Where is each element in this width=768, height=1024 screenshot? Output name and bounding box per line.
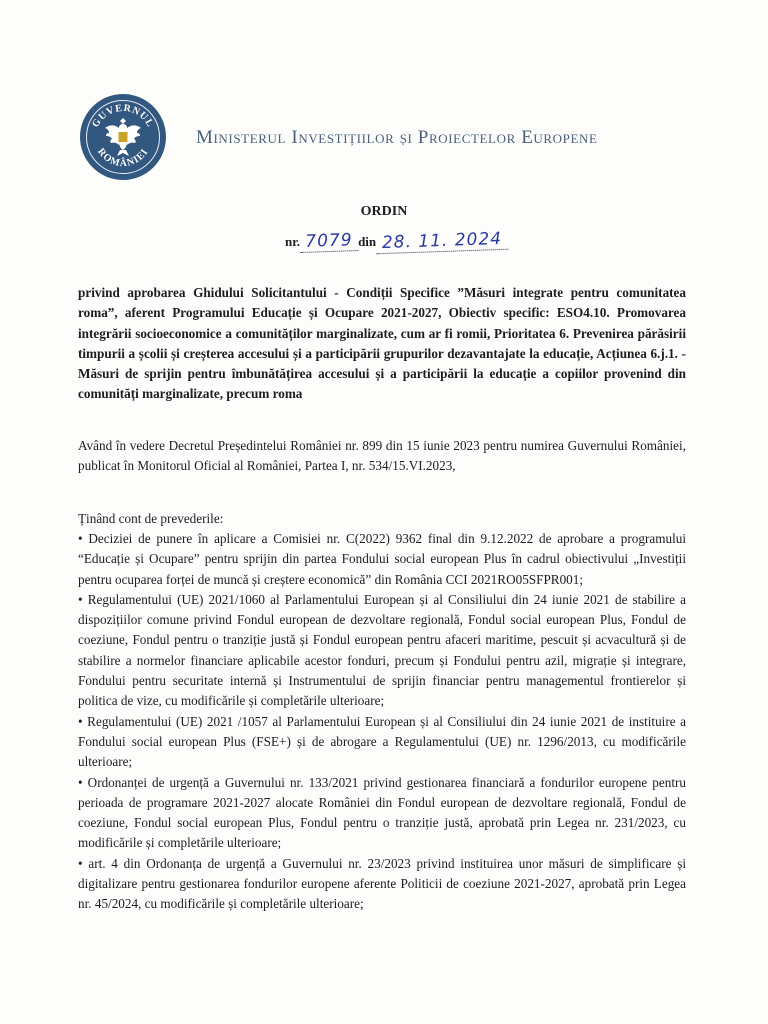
government-seal-icon (80, 94, 166, 180)
ministry-name: Ministerul Investițiilor și Proiectelor Europene (196, 127, 598, 148)
order-number-handwritten: 7079 (300, 230, 359, 253)
number-prefix: nr. (285, 234, 301, 249)
eagle-crest-icon (80, 94, 166, 180)
provisions-intro: Ținând cont de prevederile: (78, 511, 224, 526)
order-subject: privind aprobarea Ghidului Solicitantului - Condiții Specifice ”Măsuri integrate pentru comunitatea roma”, aferent Programului Educație și Ocupare 2021-2027, Obiectiv specific: ESO4.10. Promovarea integrării socioeconomice a comunităților marginalizate, cum ar fi romii, Prioritatea 6. Prevenirea părăsirii timpurii a școlii și creșterea accesului și a participării grupurilor dezavantajate la educație, Acțiunea 6.j.1. - Măsuri de sprijin pentru îmbunătățirea accesului și a participării la educație a copiilor provenind din comunități marginalizate, precum roma (78, 285, 686, 402)
seal-text-top: GUVERNUL (90, 102, 156, 130)
considering-paragraph: Având în vedere Decretul Președintelui României nr. 899 din 15 iunie 2023 pentru numirea Guvernului României, publicat în Monitorul Oficial al României, Partea I, nr. 534/15.VI.2023, (78, 438, 686, 474)
list-item: • Ordonanței de urgență a Guvernului nr. 133/2021 privind gestionarea financiară a fondurilor europene pentru perioada de programare 2021-2027 alocate României din Fondul european de dezvoltare regională, Fondul de coeziune, Fondul social european Plus, Fondul pentru o tranziție justă, aprobată prin Legea nr. 231/2023, cu modificările și completările ulterioare; (78, 774, 686, 851)
order-number-line (285, 228, 508, 254)
list-item: • Deciziei de punere în aplicare a Comisiei nr. C(2022) 9362 final din 9.12.2022 de aprobare a programului “Educație și Ocupare” pentru sprijin din partea Fondului social european Plus în cadrul obiectivului „Investiții pentru ocuparea forței de muncă și creștere economică” din România CCI 2021RO05SFPR001; (78, 531, 686, 587)
list-item: • art. 4 din Ordonanța de urgență a Guvernului nr. 23/2023 privind instituirea unor măsuri de simplificare și digitalizare pentru gestionarea fondurilor europene aferente Politicii de coeziune 2021-2027, aprobată prin Legea nr. 45/2024, cu modificările și completările ulterioare; (78, 855, 686, 912)
order-date-handwritten: 28. 11. 2024 (376, 229, 509, 255)
seal-text-bottom: ROMÂNIEI (95, 146, 151, 170)
document-title: ORDIN (360, 204, 408, 219)
list-item: • Regulamentului (UE) 2021 /1057 al Parlamentului European și al Consiliului din 24 iunie 2021 de instituire a Fondului social european Plus (FSE+) și de abrogare a Regulamentului (UE) nr. 1296/2013, cu modificările ulterioare; (78, 713, 686, 770)
list-item: • Regulamentului (UE) 2021/1060 al Parlamentului European și al Consiliului din 24 iunie 2021 de stabilire a dispozițiilor comune privind Fondul european de dezvoltare regională, Fondul social european Plus, Fondul de coeziune, Fondul pentru o tranziție justă și Fondul european pentru afaceri maritime, pescuit și acvacultură și de stabilire a normelor financiare aplicabile acestor fonduri, precum și Fondului pentru azil, migrație și integrare, Fondului pentru securitate internă și Instrumentului de sprijin financiar pentru managementul frontierelor și politica de vize, cu modificările și completările ulterioare; (78, 591, 686, 709)
letterhead (80, 94, 598, 180)
provisions-list (78, 529, 686, 915)
date-prefix: din (358, 234, 377, 249)
